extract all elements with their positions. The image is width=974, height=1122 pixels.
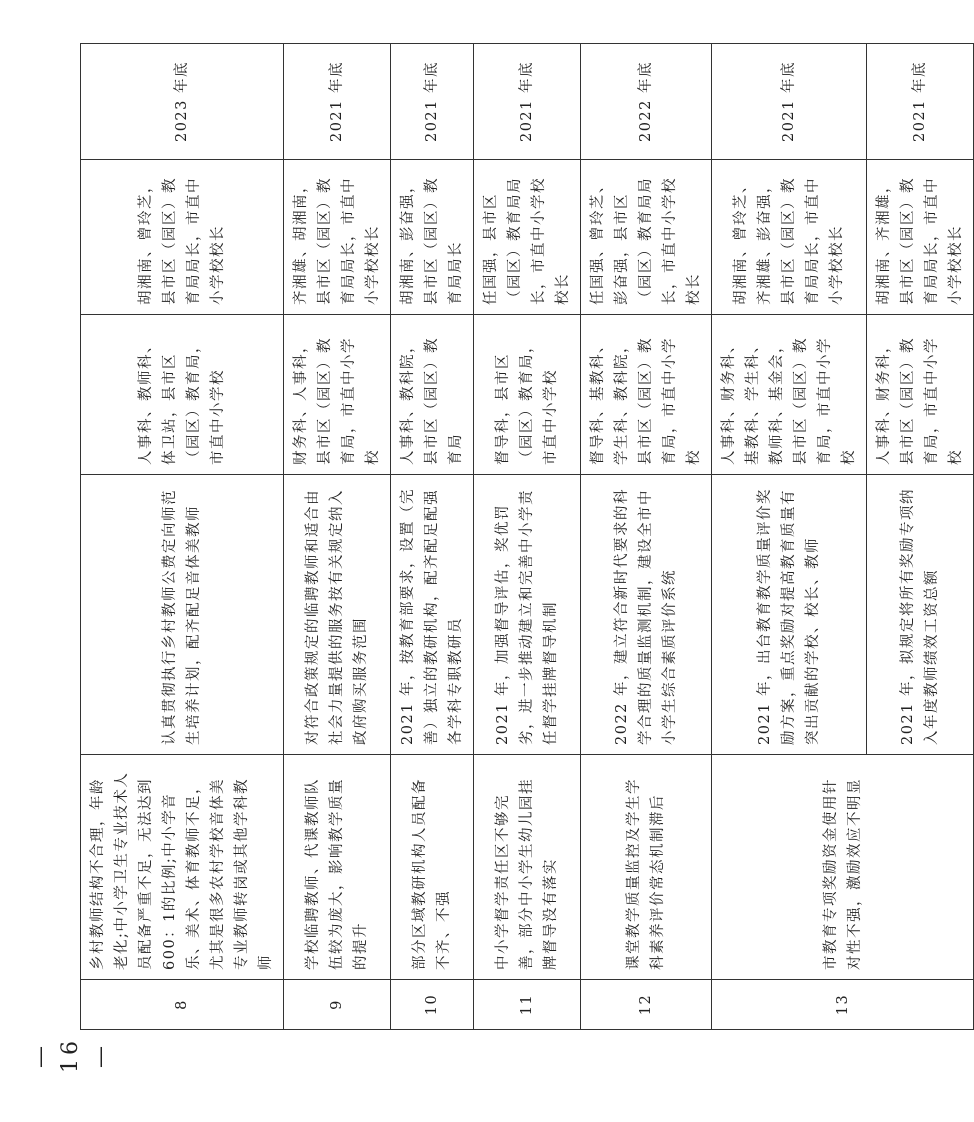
deadline-cell: 2022 年底 bbox=[581, 44, 712, 160]
row-number: 13 bbox=[712, 980, 974, 1030]
issue-cell: 学校临聘教师、代课教师队伍较为庞大，影响教学质量的提升 bbox=[284, 755, 391, 980]
table-row-8 bbox=[81, 44, 284, 1030]
row-number: 8 bbox=[81, 980, 284, 1030]
issue-cell: 中小学督学责任区不够完善，部分中小学生幼儿园挂牌督导没有落实 bbox=[474, 755, 581, 980]
deadline-cell: 2021 年底 bbox=[391, 44, 474, 160]
rectification-table bbox=[80, 43, 974, 1030]
responsible-units-cell: 财务科、人事科，县市区（园区）教育局，市直中小学校 bbox=[284, 315, 391, 475]
measure-cell: 2022 年，建立符合新时代要求的科学合理的质量监测机制，建设全市中小学生综合素质评价系统 bbox=[581, 475, 712, 755]
table-row-10 bbox=[391, 44, 474, 1030]
table-row-13 bbox=[712, 44, 867, 1030]
responsible-units-cell: 人事科、教师科、体卫站，县市区（园区）教育局，市直中小学校 bbox=[81, 315, 284, 475]
measure-cell: 认真贯彻执行乡村教师公费定向师范生培养计划，配齐配足音体美教师 bbox=[81, 475, 284, 755]
measure-cell: 2021 年，出台教育教学质量评价奖励方案，重点奖励对提高教育质量有突出贡献的学校、校长、教师 bbox=[712, 475, 867, 755]
measure-cell: 2021 年，按教育部要求，设置（完善）独立的教研机构，配齐配足配强各学科专职教研员 bbox=[391, 475, 474, 755]
deadline-cell: 2023 年底 bbox=[81, 44, 284, 160]
deadline-cell: 2021 年底 bbox=[867, 44, 974, 160]
deadline-cell: 2021 年底 bbox=[474, 44, 581, 160]
deadline-cell: 2021 年底 bbox=[284, 44, 391, 160]
deadline-cell: 2021 年底 bbox=[712, 44, 867, 160]
measure-cell: 2021 年，拟规定将所有奖励专项纳入年度教师绩效工资总额 bbox=[867, 475, 974, 755]
row-number: 12 bbox=[581, 980, 712, 1030]
row-number: 9 bbox=[284, 980, 391, 1030]
responsible-units-cell: 督导科、基教科、学生科、教科院，县市区（园区）教育局，市直中小学校 bbox=[581, 315, 712, 475]
responsible-leaders-cell: 任国强，县市区（园区）教育局局长，市直中小学校校长 bbox=[474, 160, 581, 315]
responsible-leaders-cell: 胡湘南、曾玲芝，县市区（园区）教育局局长，市直中小学校校长 bbox=[81, 160, 284, 315]
responsible-units-cell: 人事科、财务科、基教科、学生科、教师科、基金会，县市区（园区）教育局，市直中小学校 bbox=[712, 315, 867, 475]
responsible-leaders-cell: 胡湘南、曾玲芝、齐湘雄、彭奋强，县市区（园区）教育局局长，市直中小学校校长 bbox=[712, 160, 867, 315]
page-number: — 16 — bbox=[28, 1037, 113, 1073]
responsible-units-cell: 人事科、教科院，县市区（园区）教育局 bbox=[391, 315, 474, 475]
responsible-leaders-cell: 胡湘南、齐湘雄，县市区（园区）教育局局长，市直中小学校校长 bbox=[867, 160, 974, 315]
responsible-leaders-cell: 胡湘南、彭奋强，县市区（园区）教育局局长 bbox=[391, 160, 474, 315]
responsible-leaders-cell: 任国强、曾玲芝、彭奋强，县市区（园区）教育局局长，市直中小学校校长 bbox=[581, 160, 712, 315]
row-number: 10 bbox=[391, 980, 474, 1030]
responsible-units-cell: 督导科，县市区（园区）教育局，市直中小学校 bbox=[474, 315, 581, 475]
responsible-leaders-cell: 齐湘雄、胡湘南，县市区（园区）教育局局长，市直中小学校校长 bbox=[284, 160, 391, 315]
row-number: 11 bbox=[474, 980, 581, 1030]
measure-cell: 2021 年，加强督导评估，奖优罚劣，进一步推动建立和完善中小学责任督学挂牌督导机制 bbox=[474, 475, 581, 755]
issue-cell: 课堂教学质量监控及学生学科素养评价常态机制滞后 bbox=[581, 755, 712, 980]
issue-cell: 乡村教师结构不合理，年龄老化;中小学卫生专业技术人员配备严重不足，无法达到600：1的比例;中小学音乐、美术、体育教师不足，尤其是很多农村学校音体美专业教师转岗或其他学科教师 bbox=[81, 755, 284, 980]
responsible-units-cell: 人事科、财务科，县市区（园区）教育局，市直中小学校 bbox=[867, 315, 974, 475]
table-row-11 bbox=[474, 44, 581, 1030]
table-row-9 bbox=[284, 44, 391, 1030]
table-row-12 bbox=[581, 44, 712, 1030]
measure-cell: 对符合政策规定的临聘教师和适合由社会力量提供的服务按有关规定纳入政府购买服务范围 bbox=[284, 475, 391, 755]
issue-cell: 部分区域教研机构人员配备不齐、不强 bbox=[391, 755, 474, 980]
rotated-table-container bbox=[80, 44, 964, 1030]
issue-cell: 市教育专项奖励资金使用针对性不强，激励效应不明显 bbox=[712, 755, 974, 980]
